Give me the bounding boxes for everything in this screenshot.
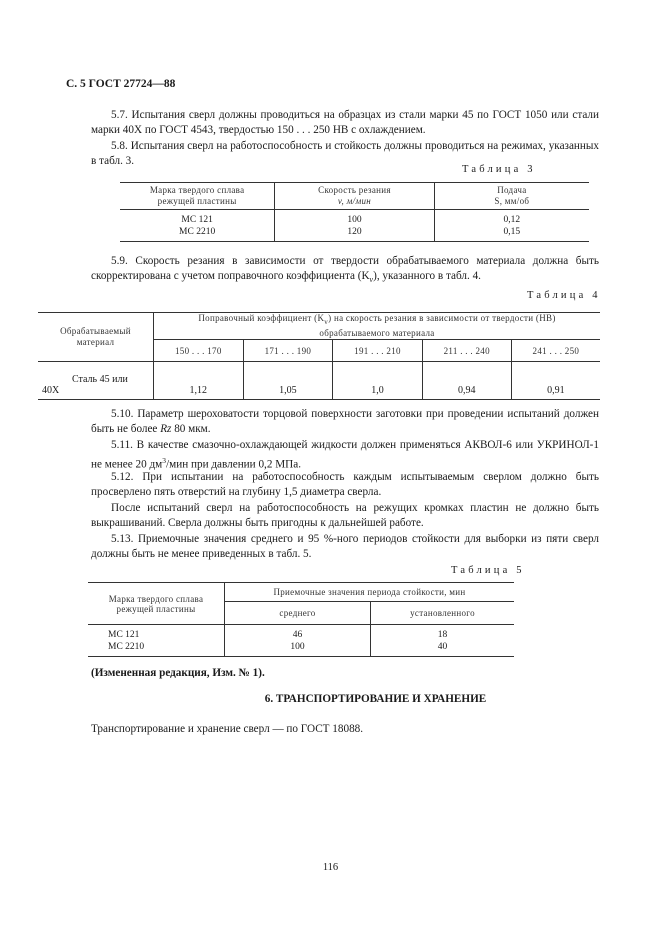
table-4-cell: 0,94 xyxy=(422,362,511,400)
table-3-cell: МС 121 xyxy=(181,215,213,225)
amendment-note: (Измененная редакция, Изм. № 1). xyxy=(91,667,265,679)
table-4-row-label: Сталь 45 или 40Х xyxy=(42,374,128,396)
table-4-cell: 0,91 xyxy=(511,362,600,400)
table-4-range: 150 . . . 170 xyxy=(154,340,244,362)
table-3-header-grade: Марка твердого сплава режущей пластины xyxy=(120,183,275,210)
table-3 xyxy=(120,182,589,242)
table-3-caption: Таблица 3 xyxy=(462,164,536,175)
table-4-range: 171 . . . 190 xyxy=(243,340,333,362)
paragraph-5-10: 5.10. Параметр шероховатости торцовой поверхности заготовки при проведении испытаний должен быть не более Rz 80 мкм. xyxy=(91,408,599,436)
table-row xyxy=(120,226,589,242)
paragraph-5-9: 5.9. Скорость резания в зависимости от твердости обрабатываемого материала должна быть скорректирована с учетом поправочного коэффициента $(K_v)$, указанного в табл. 4. xyxy=(91,255,599,285)
table-5-cell: 46 xyxy=(225,625,371,642)
table-5-cell: МС 2210 xyxy=(108,642,145,652)
section-title: 6. ТРАНСПОРТИРОВАНИЕ И ХРАНЕНИЕ xyxy=(264,693,487,705)
table-4-cell: 1,12 xyxy=(154,362,244,400)
table-4-range: 211 . . . 240 xyxy=(422,340,511,362)
table-3-cell: 0,12 xyxy=(434,210,589,227)
paragraph-5-8: 5.8. Испытания сверл на работоспособность и стойкость должны проводиться на режимах, указанных в табл. 3. xyxy=(91,140,599,168)
table-row xyxy=(88,625,514,642)
table-3-cell: 100 xyxy=(275,210,434,227)
table-5-header-grade: Марка твердого сплава режущей пластины xyxy=(88,583,225,625)
table-3-cell: 120 xyxy=(275,226,434,242)
table-4-range: 191 . . . 210 xyxy=(333,340,423,362)
table-3-cell: МС 2210 xyxy=(179,227,216,237)
page-header: С. 5 ГОСТ 27724—88 xyxy=(66,78,176,90)
paragraph-5-12: 5.12. При испытании на работоспособность каждым испытываемым сверлом должно быть просверлено пять отверстий на глубину 1,5 диаметра сверла. xyxy=(91,471,599,499)
paragraph-5-7: 5.7. Испытания сверл должны проводиться на образцах из стали марки 45 по ГОСТ 1050 или стали марки 40Х по ГОСТ 4543, твердостью 150 . . . 250 НВ с охлаждением. xyxy=(91,109,599,137)
table-4 xyxy=(38,312,600,400)
paragraph-5-12-cont: После испытаний сверл на работоспособность на режущих кромках пластин не должно быть выкрашиваний. Сверла должны быть пригодны к дальнейшей работе. xyxy=(91,502,599,530)
table-3-cell: 0,15 xyxy=(434,226,589,242)
table-5-cell: 100 xyxy=(225,641,371,657)
table-4-cell: 1,0 xyxy=(333,362,423,400)
table-4-header-material: Обрабатываемый материал xyxy=(38,313,154,362)
table-3-header-speed: Скорость резания v, м/мин xyxy=(275,183,434,210)
table-5-cell: 18 xyxy=(371,625,515,642)
page-number: 116 xyxy=(322,862,339,873)
table-5-caption: Таблица 5 xyxy=(451,565,525,576)
table-row xyxy=(38,362,600,400)
table-4-caption: Таблица 4 xyxy=(527,290,601,301)
paragraph-5-13: 5.13. Приемочные значения среднего и 95 %-ного периодов стойкости для выборки из пяти сверл должны быть не менее приведенных в табл. 5. xyxy=(91,533,599,561)
table-5 xyxy=(88,582,514,657)
table-4-header-group: Поправочный коэффициент $(K_v)$ на скорость резания в зависимости от твердости (НВ) обрабатываемого материала xyxy=(154,313,601,340)
table-4-cell: 1,05 xyxy=(243,362,333,400)
table-5-cell: 40 xyxy=(371,641,515,657)
table-3-header-feed: Подача S, мм/об xyxy=(434,183,589,210)
table-4-range: 241 . . . 250 xyxy=(511,340,600,362)
table-row xyxy=(88,641,514,657)
table-5-header-group: Приемочные значения периода стойкости, мин xyxy=(225,583,515,602)
paragraph-5-11: 5.11. В качестве смазочно-охлаждающей жидкости должен применяться АКВОЛ-6 или УКРИНОЛ-1 не менее 20 $дм^3$/мин при давлении 0,2 МПа. xyxy=(91,439,599,471)
table-5-header-mean: среднего xyxy=(225,602,371,625)
table-5-cell: МС 121 xyxy=(108,630,140,640)
table-5-header-set: установленного xyxy=(371,602,515,625)
table-row xyxy=(120,210,589,227)
paragraph-transport: Транспортирование и хранение сверл — по ГОСТ 18088. xyxy=(91,723,364,735)
